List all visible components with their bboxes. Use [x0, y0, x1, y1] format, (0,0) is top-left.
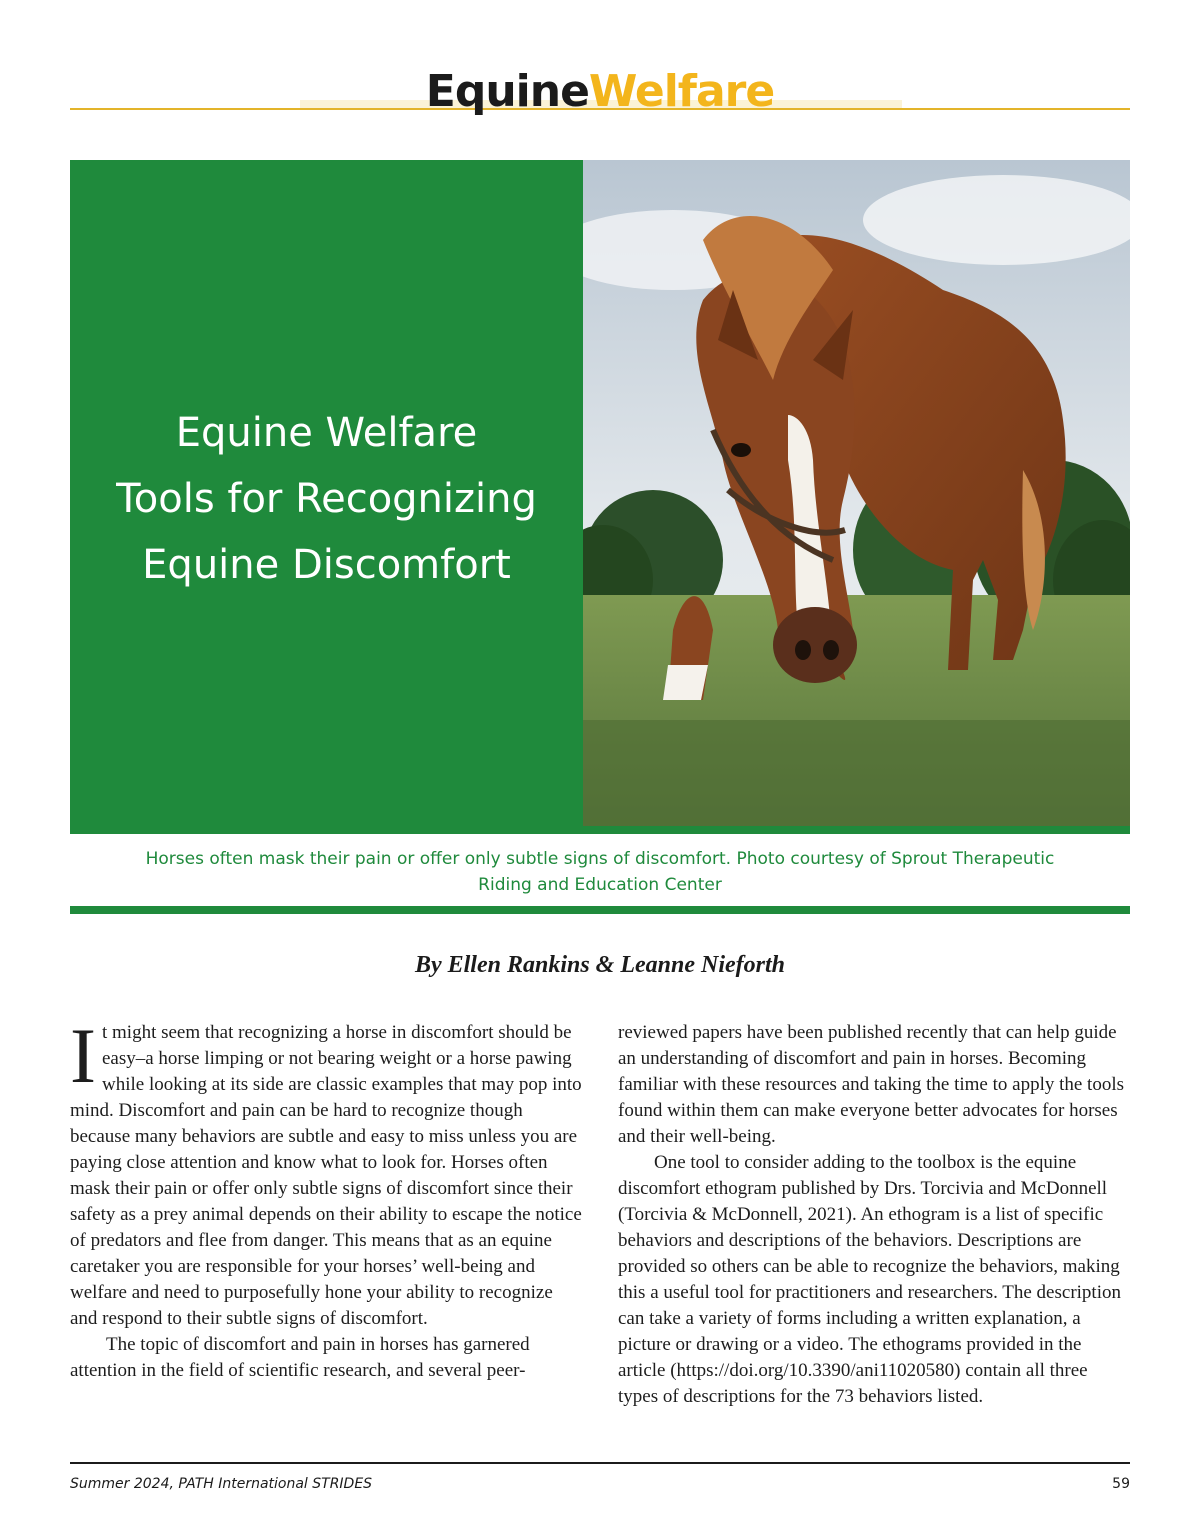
- hero-bottom-rule: [70, 826, 1130, 834]
- article-title-line: Equine Welfare: [175, 410, 478, 456]
- section-title: [0, 64, 1200, 120]
- page-number: 59: [1112, 1476, 1130, 1492]
- horse-photo: [583, 160, 1130, 834]
- article-column-left: [70, 1012, 582, 1384]
- article-title-line: Tools for Recognizing: [116, 476, 537, 522]
- section-title-part1: Equine: [425, 66, 589, 117]
- article-paragraph: reviewed papers have been published recently that can help guide an understanding of discomfort and pain in horses. Becoming familiar with these resources and taking the time to apply the tools found within them can make everyone better advocates for horses and their well-being.: [618, 1022, 1125, 1147]
- article-paragraph: The topic of discomfort and pain in horses has garnered attention in the field of scientific research, and several peer-: [70, 1334, 530, 1381]
- caption-rule: [70, 906, 1130, 914]
- section-title-part2: Welfare: [588, 66, 775, 117]
- article-title-line: Equine Discomfort: [142, 542, 511, 588]
- drop-cap: I: [70, 1012, 96, 1099]
- article-paragraph: One tool to consider adding to the toolbox is the equine discomfort ethogram published by Drs. Torcivia and McDonnell (Torcivia & McDonnell, 2021). An ethogram is a list of specific behaviors and descriptions of the behaviors. Descriptions are provided so others can be able to recognize the behaviors, making this a useful tool for practitioners and researchers. The description can take a variety of forms including a written explanation, a picture or drawing or a video. The ethograms provided in the article (https://doi.org/10.3390/ani11020580) contain all three types of descriptions for the 73 behaviors listed.: [618, 1152, 1121, 1407]
- footer-rule: [70, 1462, 1130, 1464]
- byline: By Ellen Rankins & Leanne Nieforth: [414, 952, 786, 978]
- photo-caption: Horses often mask their pain or offer only subtle signs of discomfort. Photo courtesy of Sprout Therapeutic Riding and Education Center: [145, 849, 1055, 895]
- footer-publication: Summer 2024, PATH International STRIDES: [70, 1476, 373, 1492]
- paragraph-text: t might seem that recognizing a horse in discomfort should be easy–a horse limping or not bearing weight or a horse pawing while looking at its side are classic examples that may pop into mind. Discomfort and pain can be hard to recognize though because many behaviors are subtle and easy to miss unless you are paying close attention and know what to look for. Horses often mask their pain or offer only subtle signs of discomfort since their safety as a prey animal depends on their ability to escape the notice of predators and flee from danger. This means that as an equine caretaker you are responsible for your horses’ well-being and welfare and need to purposefully hone your ability to recognize and respond to their subtle signs of discomfort.: [70, 1022, 582, 1329]
- article-paragraph: [70, 1012, 582, 1332]
- article-title: [70, 400, 583, 598]
- article-column-right: [618, 1020, 1130, 1410]
